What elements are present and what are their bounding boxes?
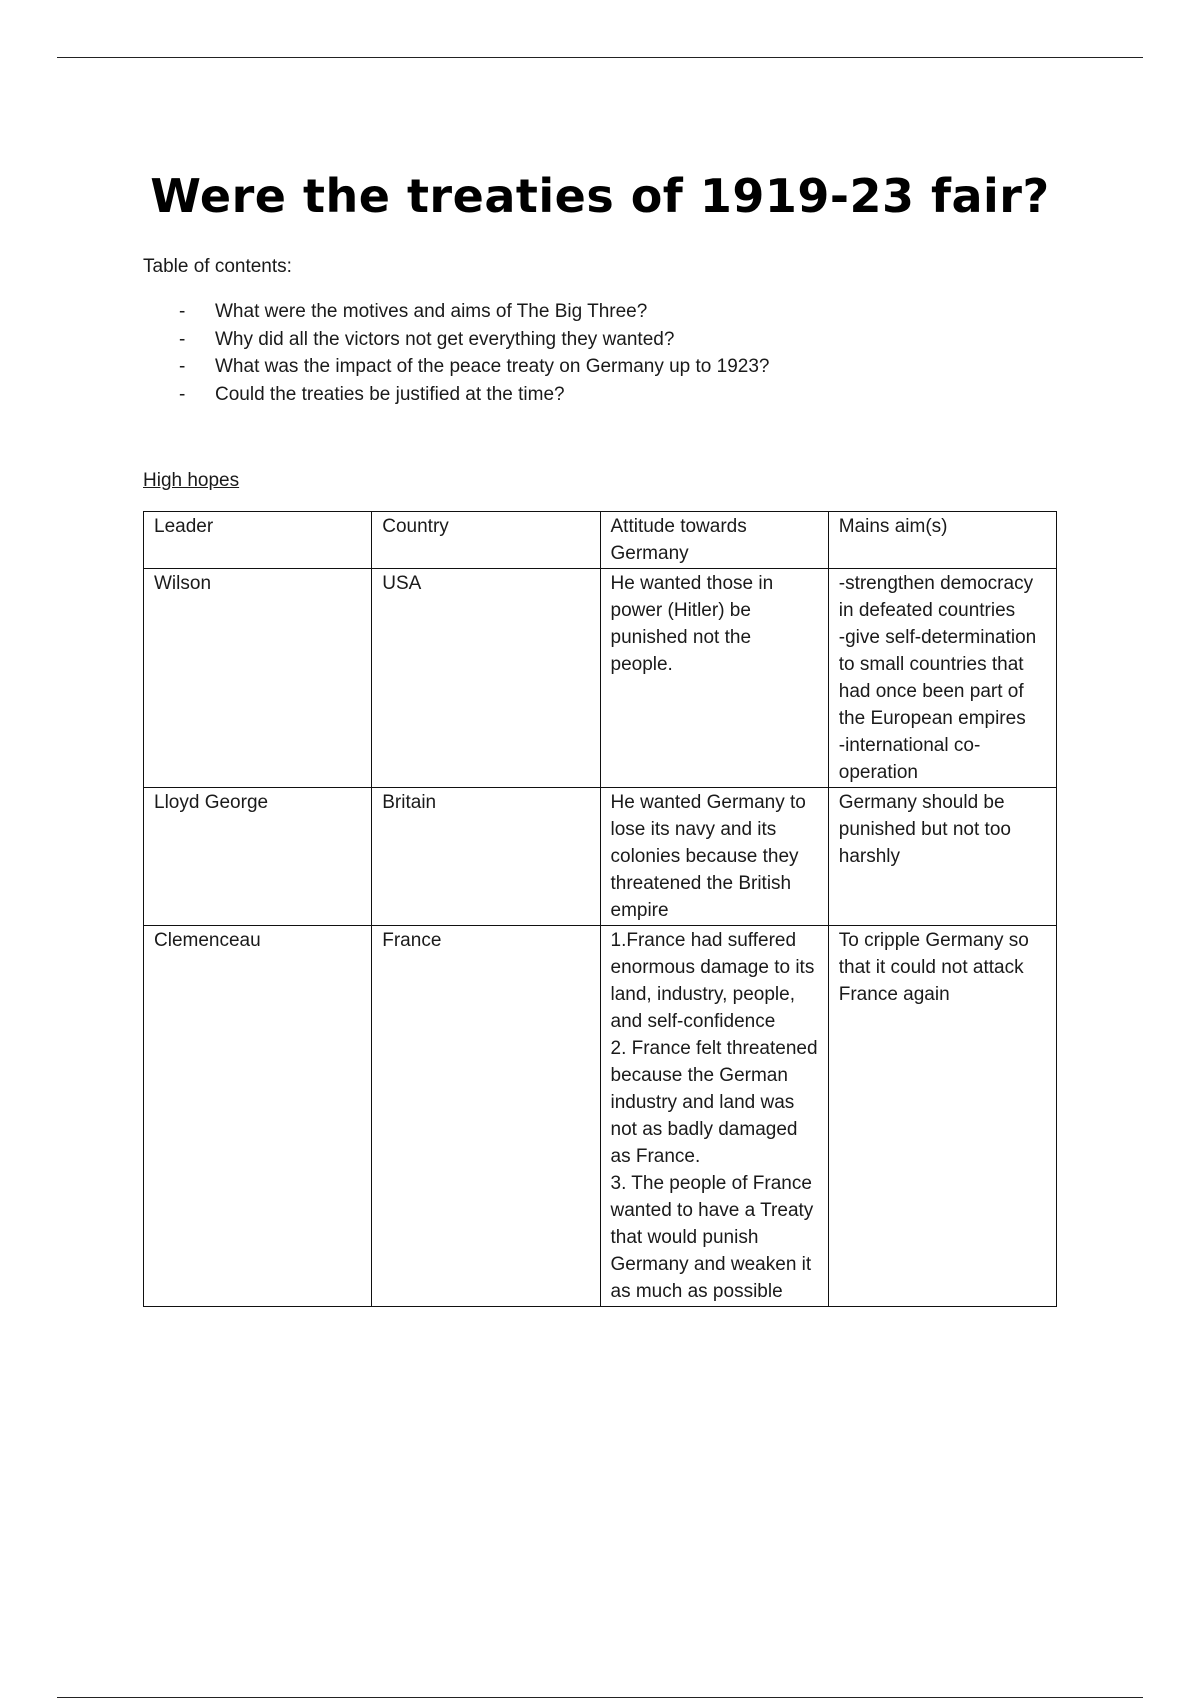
- cell-country: France: [372, 926, 600, 1307]
- bullet-dash: -: [179, 301, 186, 322]
- table-row: [144, 926, 1057, 1307]
- section-heading: High hopes: [143, 470, 240, 491]
- big-three-table: [143, 511, 1057, 1307]
- header-aims: Mains aim(s): [828, 512, 1056, 569]
- toc-item-text: What was the impact of the peace treaty on Germany up to 1923?: [215, 356, 770, 377]
- cell-leader: Wilson: [144, 569, 372, 788]
- cell-country: Britain: [372, 788, 600, 926]
- toc-heading: Table of contents:: [143, 256, 292, 277]
- bullet-dash: -: [179, 356, 186, 377]
- cell-aims: -strengthen democracy in defeated countries -give self-determination to small countries that had once been part of the European empires -international co-operation: [828, 569, 1056, 788]
- header-country: Country: [372, 512, 600, 569]
- toc-item: [143, 353, 769, 381]
- cell-attitude: He wanted those in power (Hitler) be punished not the people.: [600, 569, 828, 788]
- table-header-row: [144, 512, 1057, 569]
- page-title: Were the treaties of 1919-23 fair?: [150, 168, 1050, 223]
- cell-country: USA: [372, 569, 600, 788]
- toc-item-text: Could the treaties be justified at the time?: [215, 383, 565, 405]
- toc-item: [143, 326, 769, 354]
- toc-list: [143, 298, 769, 408]
- cell-leader: Lloyd George: [144, 788, 372, 926]
- toc-item: [143, 298, 769, 326]
- table-row: [144, 569, 1057, 788]
- toc-item-text: Why did all the victors not get everything they wanted?: [215, 328, 675, 350]
- header-rule: [57, 57, 1143, 58]
- cell-aims: Germany should be punished but not too harshly: [828, 788, 1056, 926]
- cell-aims: To cripple Germany so that it could not attack France again: [828, 926, 1056, 1307]
- toc-item-text: What were the motives and aims of The Big Three?: [215, 301, 648, 322]
- table-row: [144, 788, 1057, 926]
- header-attitude: Attitude towards Germany: [600, 512, 828, 569]
- footer-rule: [57, 1697, 1143, 1698]
- cell-attitude: He wanted Germany to lose its navy and its colonies because they threatened the British empire: [600, 788, 828, 926]
- toc-item: [143, 381, 769, 409]
- bullet-dash: -: [179, 328, 186, 350]
- cell-attitude: 1.France had suffered enormous damage to its land, industry, people, and self-confidence 2. France felt threatened because the German industry and land was not as badly damaged as France. 3. The people of France wanted to have a Treaty that would punish Germany and weaken it as much as possible: [600, 926, 828, 1307]
- bullet-dash: -: [179, 383, 186, 405]
- header-leader: Leader: [144, 512, 372, 569]
- cell-leader: Clemenceau: [144, 926, 372, 1307]
